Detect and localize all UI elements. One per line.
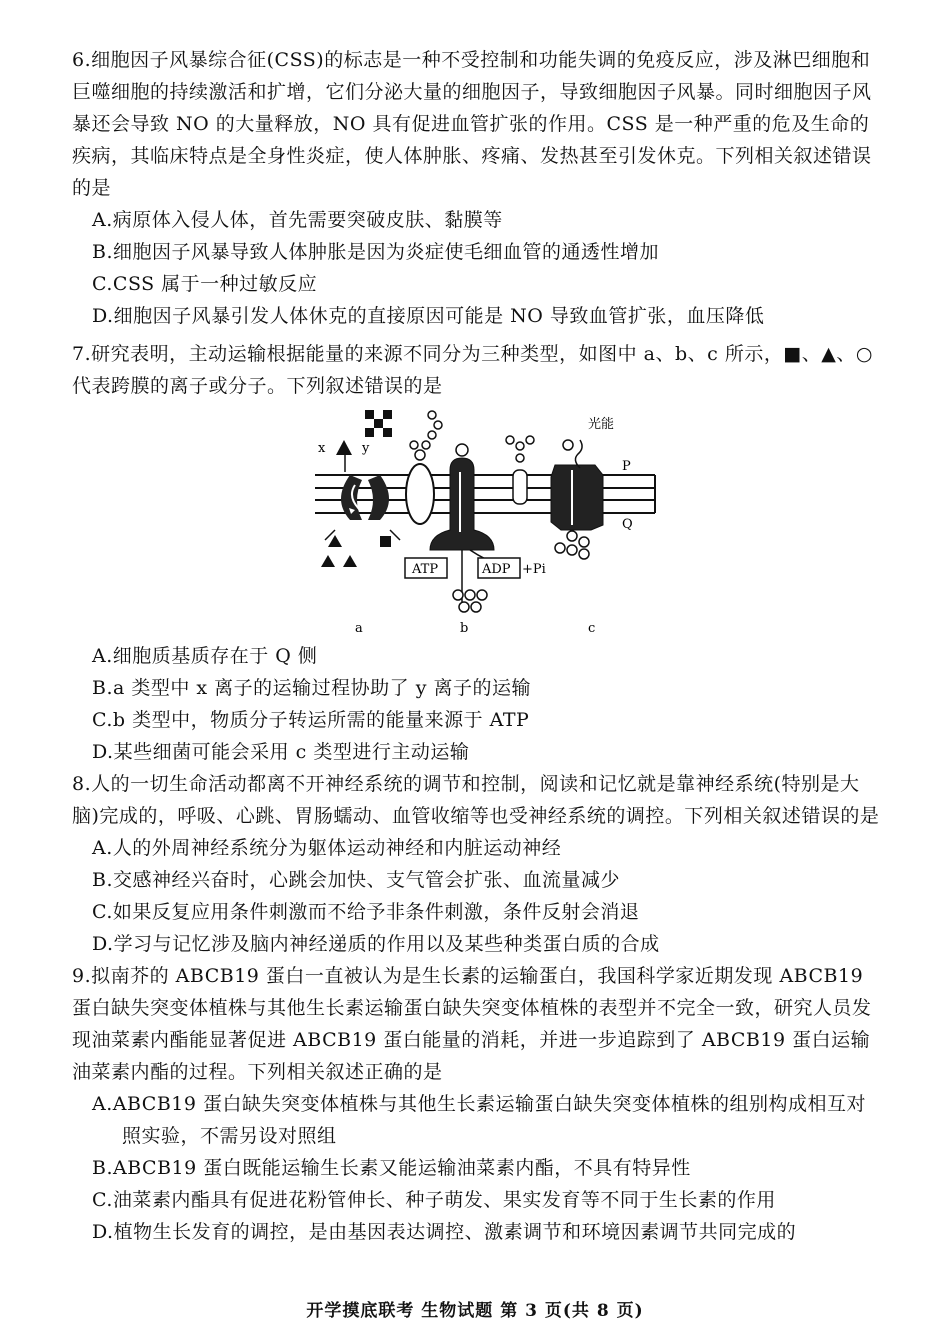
question-6-option-b: B.细胞因子风暴导致人体肿胀是因为炎症使毛细血管的通透性增加 [92, 241, 660, 263]
channel-small [513, 470, 527, 504]
transporter-b [430, 444, 500, 605]
question-9-option-d: D.植物生长发育的调控，是由基因表达调控、激素调节和环境因素调节共同完成的 [92, 1221, 797, 1243]
question-8-option-d: D.学习与记忆涉及脑内神经递质的作用以及某些种类蛋白质的合成 [92, 933, 660, 955]
label-x: x [318, 441, 326, 456]
question-6-option-a: A.病原体入侵人体，首先需要突破皮肤、黏膜等 [92, 209, 503, 231]
carrier-ellipse [406, 464, 434, 524]
label-c: c [588, 621, 596, 636]
question-7-stem: 7.研究表明，主动运输根据能量的来源不同分为三种类型，如图中 a、b、c 所示，■、▲、○代表跨膜的离子或分子。下列叙述错误的是 [72, 343, 873, 397]
sugar-chain-1 [410, 411, 442, 460]
question-6-option-d: D.细胞因子风暴引发人体休克的直接原因可能是 NO 导致血管扩张，血压降低 [92, 305, 765, 327]
sugar-chain-2 [506, 436, 534, 462]
question-8-option-b: B.交感神经兴奋时，心跳会加快、支气管会扩张、血流量减少 [92, 869, 621, 891]
question-8-option-a: A.人的外周神经系统分为躯体运动神经和内脏运动神经 [92, 837, 562, 859]
membrane [315, 475, 655, 513]
squares-top [365, 410, 392, 437]
question-8-stem: 8.人的一切生命活动都离不开神经系统的调节和控制，阅读和记忆就是靠神经系统(特别是大脑)完成的，呼吸、心跳、胃肠蠕动、血管收缩等也受神经系统的调控。下列相关叙述错误的是 [72, 773, 880, 827]
question-9-option-a: A.ABCB19 蛋白缺失突变体植株与其他生长素运输蛋白缺失突变体植株的组别构成相互对 [92, 1093, 867, 1115]
membrane-transport-figure [310, 400, 670, 640]
label-light-energy: 光能 [588, 417, 615, 432]
label-atp: ATP [412, 562, 439, 577]
label-adp: ADP [482, 562, 511, 577]
label-p: P [622, 459, 631, 474]
label-y: y [362, 441, 370, 456]
circles-c-bottom [555, 531, 589, 559]
question-6 [72, 44, 882, 332]
question-7-option-c: C.b 类型中，物质分子转运所需的能量来源于 ATP [92, 709, 530, 731]
question-8 [72, 768, 882, 960]
page-footer: 开学摸底联考 生物试题 第 3 页(共 8 页) [306, 1301, 644, 1321]
question-9-option-a-continued: 照实验，不需另设对照组 [122, 1125, 337, 1147]
triangle-x [336, 440, 352, 455]
question-7-options [72, 640, 882, 768]
question-9-stem: 9.拟南芥的 ABCB19 蛋白一直被认为是生长素的运输蛋白，我国科学家近期发现 ABCB19 蛋白缺失突变体植株与其他生长素运输蛋白缺失突变体植株的表型并不完全一致，研究人员发现油菜素内酯能显著促进 ABCB19 蛋白能量的消耗，并进一步追踪到了 ABCB19 蛋白运输油菜素内酯的过程。下列相关叙述正确的是 [72, 965, 872, 1083]
question-9 [72, 960, 882, 1248]
question-7-option-b: B.a 类型中 x 离子的运输过程协助了 y 离子的运输 [92, 677, 531, 699]
question-7 [72, 338, 882, 402]
label-b: b [460, 621, 469, 636]
question-9-option-b: B.ABCB19 蛋白既能运输生长素又能运输油菜素内酯，不具有特异性 [92, 1157, 691, 1179]
square-bottom [380, 536, 391, 547]
transporter-c [551, 440, 603, 530]
question-8-option-c: C.如果反复应用条件刺激而不给予非条件刺激，条件反射会消退 [92, 901, 640, 923]
transporter-a [325, 455, 400, 540]
label-pi: +Pi [522, 562, 546, 577]
triangles-bottom [321, 535, 357, 567]
label-q: Q [622, 517, 633, 532]
circles-b-bottom [453, 590, 487, 612]
question-7-option-d: D.某些细菌可能会采用 c 类型进行主动运输 [92, 741, 470, 763]
question-6-stem: 6.细胞因子风暴综合征(CSS)的标志是一种不受控制和功能失调的免疫反应，涉及淋巴细胞和巨噬细胞的持续激活和扩增，它们分泌大量的细胞因子，导致细胞因子风暴。同时细胞因子风暴还会导致 NO 的大量释放，NO 具有促进血管扩张的作用。CSS 是一种严重的危及生命的疾病，其临床特点是全身性炎症，使人体肿胀、疼痛、发热甚至引发休克。下列相关叙述错误的是 [72, 49, 872, 199]
question-6-option-c: C.CSS 属于一种过敏反应 [92, 273, 318, 295]
label-a: a [355, 621, 363, 636]
question-7-option-a: A.细胞质基质存在于 Q 侧 [92, 645, 318, 667]
question-9-option-c: C.油菜素内酯具有促进花粉管伸长、种子萌发、果实发育等不同于生长素的作用 [92, 1189, 776, 1211]
